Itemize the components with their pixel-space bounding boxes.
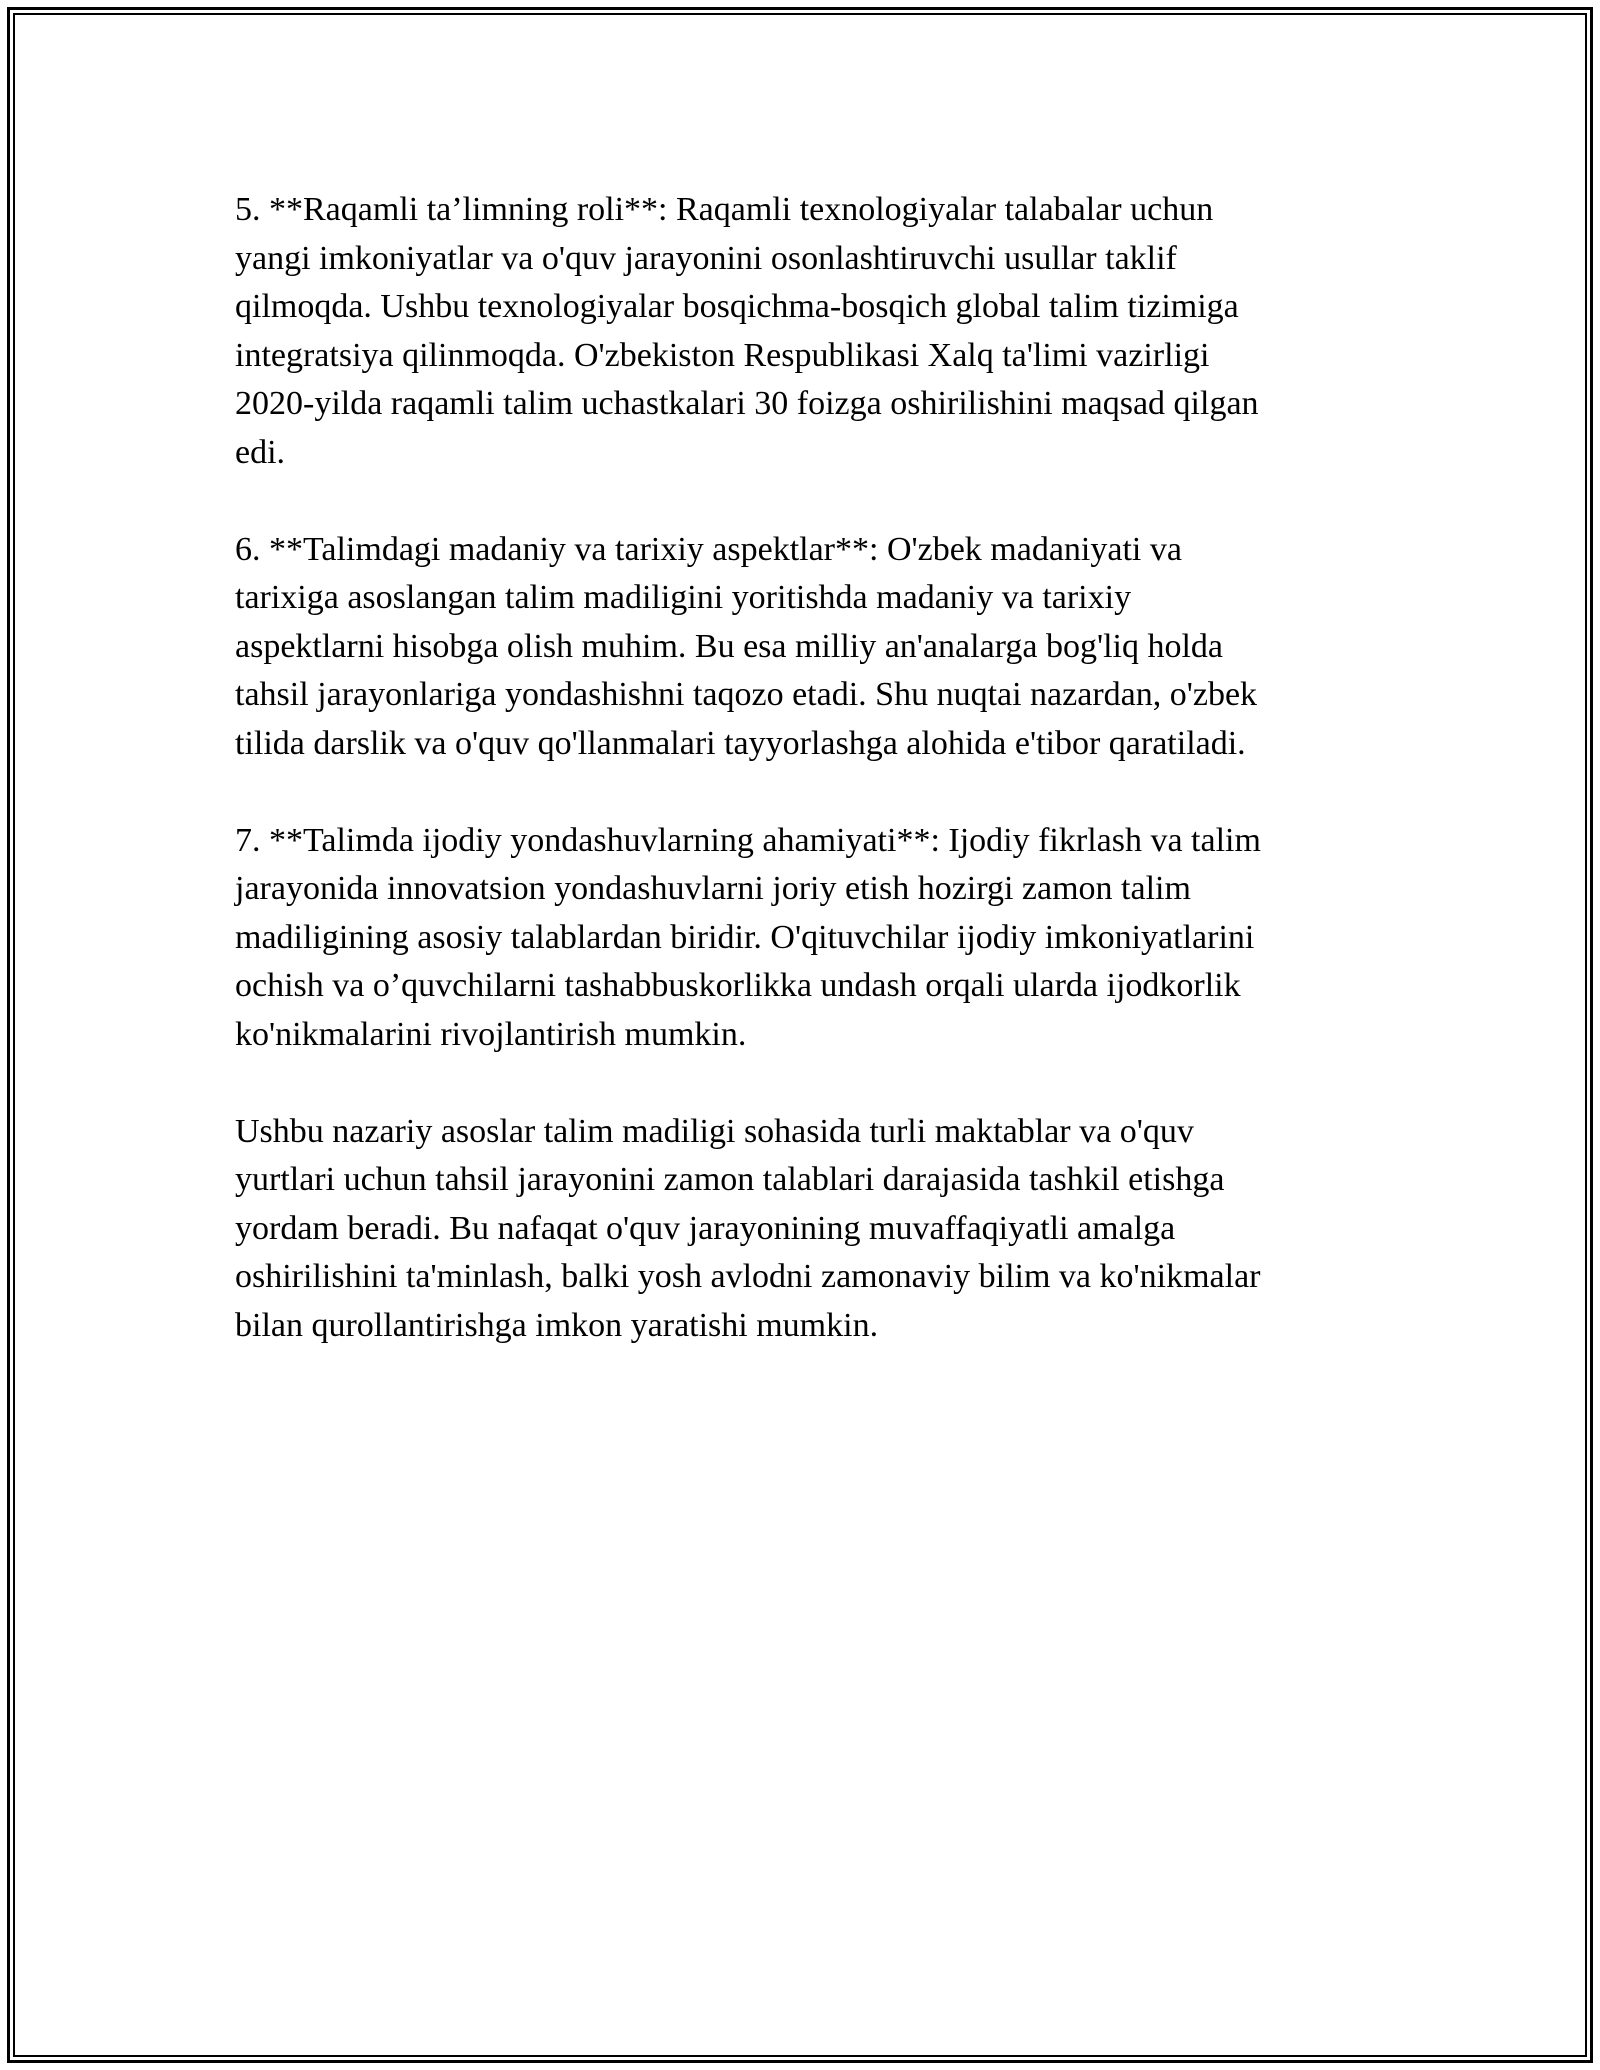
paragraph-conclusion: Ushbu nazariy asoslar talim madiligi sohasida turli maktablar va o'quv yurtlari uchun tahsil jarayonini zamon talablari darajasida tashkil etishga yordam beradi. Bu nafaqat o'quv jarayonining muvaffaqiyatli amalga oshirilishini ta'minlash, balki yosh avlodni zamonaviy bilim va ko'nikmalar bilan qurollantirishga imkon yaratishi mumkin. [235,1112,1261,1344]
paragraph-creative-approaches: 7. **Talimda ijodiy yondashuvlarning ahamiyati**: Ijodiy fikrlash va talim jarayonida innovatsion yondashuvlarni joriy etish hozirgi zamon talim madiligining asosiy talablardan biridir. O'qituvchilar ijodiy imkoniyatlarini ochish va o’quvchilarni tashabbuskorlikka undash orqali ularda ijodkorlik ko'nikmalarini rivojlantirish mumkin. [235,821,1261,1053]
document-body [235,186,1365,1399]
paragraph-cultural-historical-aspects: 6. **Talimdagi madaniy va tarixiy aspektlar**: O'zbek madaniyati va tarixiga asoslangan talim madiligini yoritishda madaniy va tarixiy aspektlarni hisobga olish muhim. Bu esa milliy an'analarga bog'liq holda tahsil jarayonlariga yondashishni taqozo etadi. Shu nuqtai nazardan, o'zbek tilida darslik va o'quv qo'llanmalari tayyorlashga alohida e'tibor qaratiladi. [235,530,1258,762]
paragraph-digital-education: 5. **Raqamli ta’limning roli**: Raqamli texnologiyalar talabalar uchun yangi imkoniyatlar va o'quv jarayonini osonlashtiruvchi usullar taklif qilmoqda. Ushbu texnologiyalar bosqichma-bosqich global talim tizimiga integratsiya qilinmoqda. O'zbekiston Respublikasi Xalq ta'limi vazirligi 2020-yilda raqamli talim uchastkalari 30 foizga oshirilishini maqsad qilgan edi. [235,191,1259,471]
